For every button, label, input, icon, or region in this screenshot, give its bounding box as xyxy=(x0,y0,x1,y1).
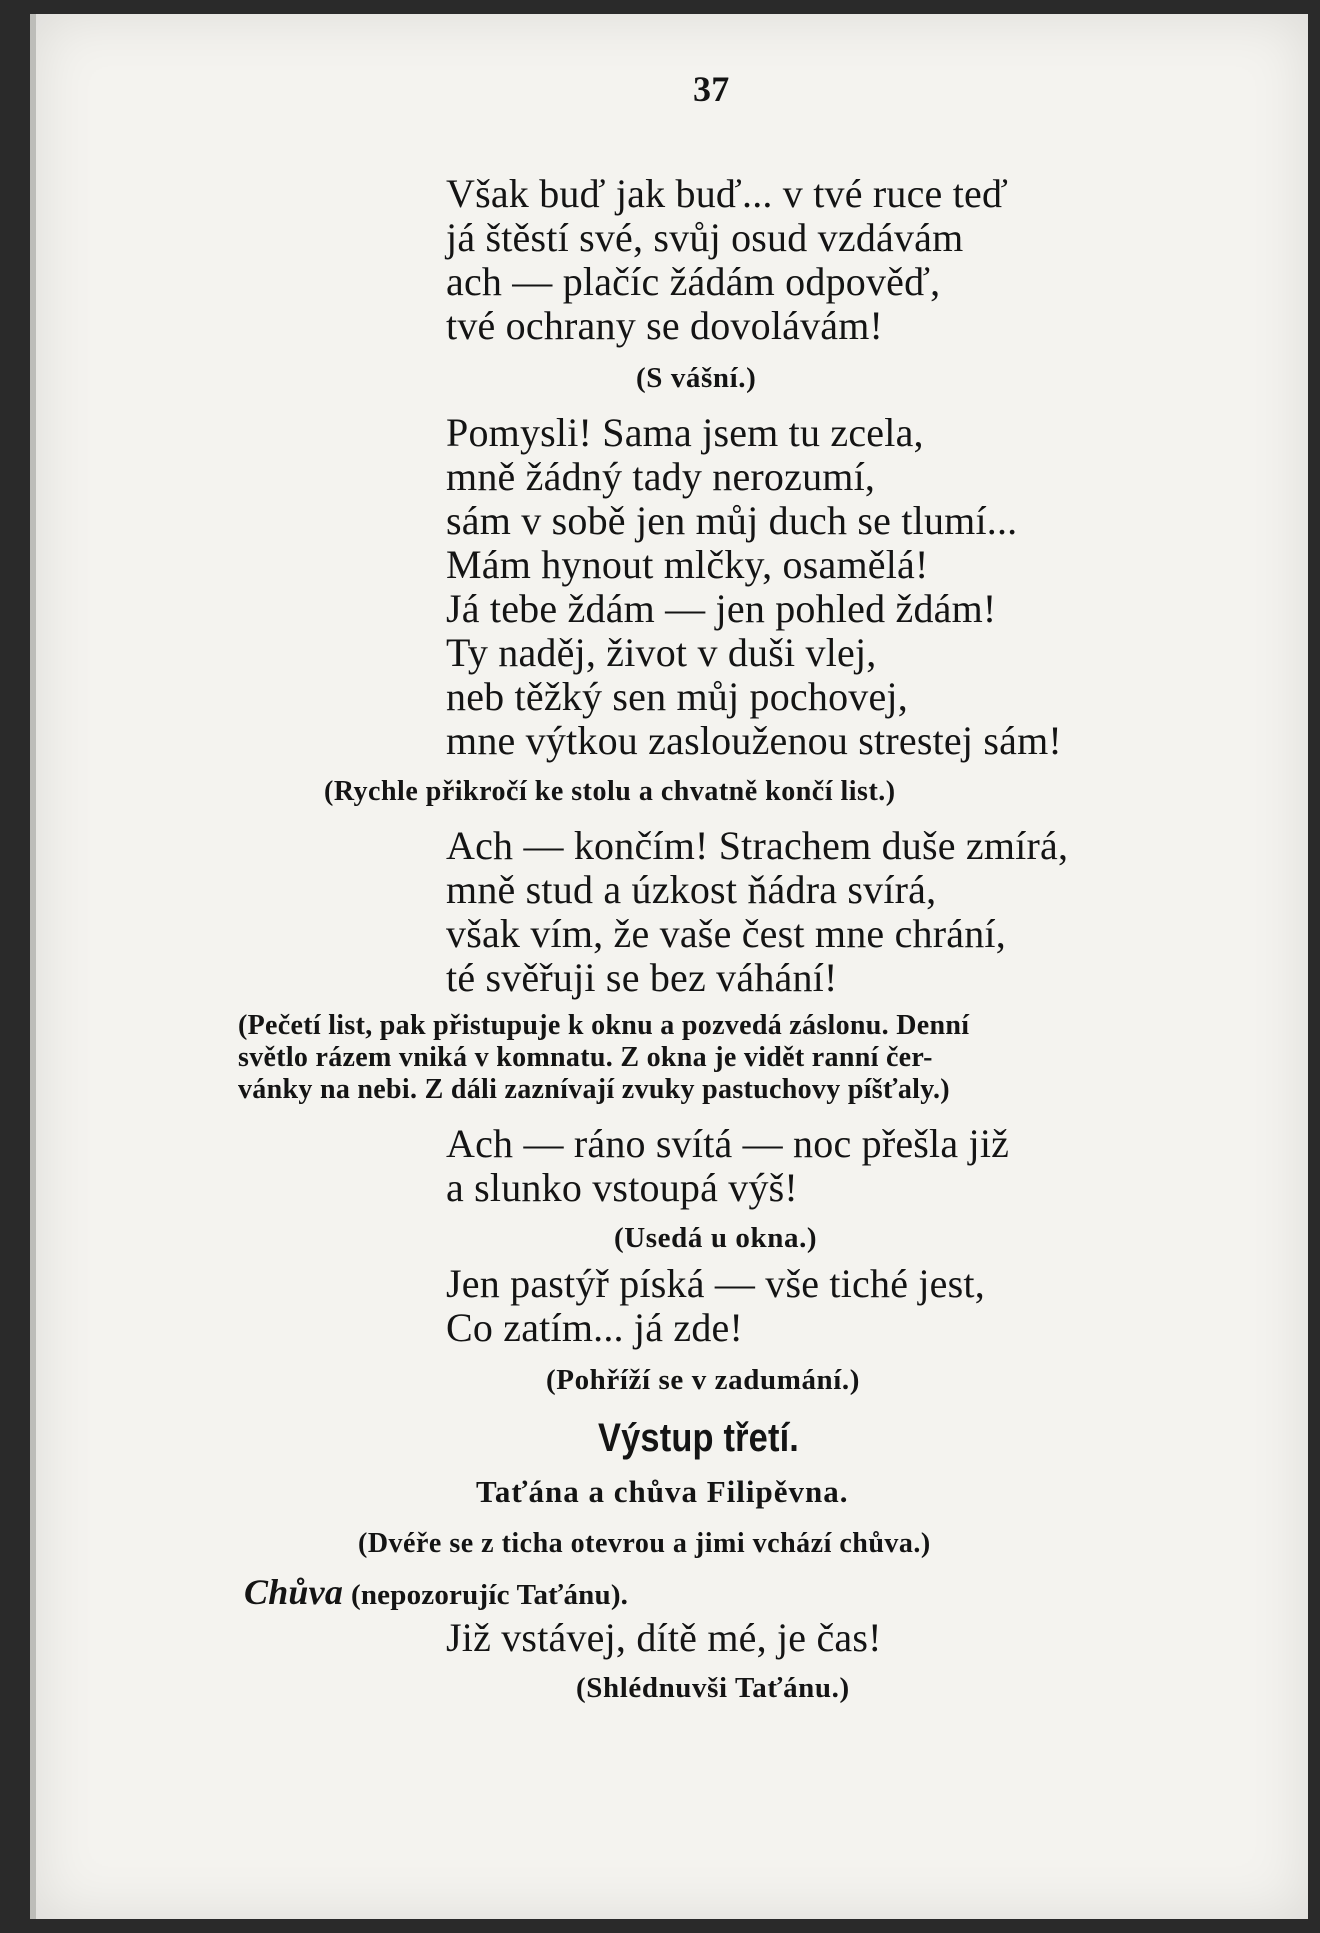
verse-line: neb těžký sen můj pochovej, xyxy=(446,674,908,719)
verse-line: Však buď jak buď... v tvé ruce teď xyxy=(446,171,1009,216)
verse-line: tvé ochrany se dovolávám! xyxy=(446,303,884,348)
verse-line: té svěřuji se bez váhání! xyxy=(446,955,838,1000)
scene-heading: Výstup třetí. xyxy=(598,1416,800,1460)
verse-line: ach — plačíc žádám odpověď, xyxy=(446,259,941,304)
verse-line: Ach — končím! Strachem duše zmírá, xyxy=(446,823,1069,868)
stage-direction-line: vánky na nebi. Z dáli zaznívají zvuky pastuchovy píšťaly.) xyxy=(238,1074,950,1105)
verse-line: Já tebe ždám — jen pohled ždám! xyxy=(446,586,997,631)
book-page xyxy=(30,14,1308,1919)
verse-line: Již vstávej, dítě mé, je čas! xyxy=(446,1615,882,1660)
stage-direction-paragraph xyxy=(238,1010,1196,1106)
verse-line: a slunko vstoupá výš! xyxy=(446,1165,798,1210)
verse-line: Mám hynout mlčky, osamělá! xyxy=(446,542,929,587)
verse-line: Co zatím... já zde! xyxy=(446,1305,744,1350)
verse-line: Ty naděj, život v duši vlej, xyxy=(446,630,877,675)
stage-direction: (S vášní.) xyxy=(636,362,757,394)
stage-direction-line: světlo rázem vniká v komnatu. Z okna je vidět ranní čer- xyxy=(238,1042,933,1073)
verse-line: mne výtkou zaslouženou strestej sám! xyxy=(446,718,1062,763)
verse-line: Pomysli! Sama jsem tu zcela, xyxy=(446,410,924,455)
page-number: 37 xyxy=(693,69,730,109)
stage-direction-line: (Pečetí list, pak přistupuje k oknu a pozvedá záslonu. Denní xyxy=(238,1010,970,1041)
scene-persons: Taťána a chůva Filipěvna. xyxy=(476,1474,849,1509)
verse-line: Jen pastýř píská — vše tiché jest, xyxy=(446,1261,985,1306)
verse-line: Ach — ráno svítá — noc přešla již xyxy=(446,1121,1010,1166)
stage-direction: (Pohříží se v zadumání.) xyxy=(546,1364,861,1396)
verse-line: mně žádný tady nerozumí, xyxy=(446,454,876,499)
speaker-direction: (nepozorujíc Taťánu). xyxy=(351,1579,629,1611)
verse-line: mně stud a úzkost ňádra svírá, xyxy=(446,867,937,912)
verse-line: sám v sobě jen můj duch se tlumí... xyxy=(446,498,1018,543)
verse-line: však vím, že vaše čest mne chrání, xyxy=(446,911,1006,956)
speaker-line xyxy=(244,1571,628,1613)
stage-direction: (Shlédnuvši Taťánu.) xyxy=(576,1672,850,1704)
verse-line: já štěstí své, svůj osud vzdávám xyxy=(446,215,964,260)
stage-direction: (Usedá u okna.) xyxy=(614,1222,818,1254)
stage-direction: (Rychle přikročí ke stolu a chvatně končí list.) xyxy=(324,776,896,807)
stage-direction: (Dvéře se z ticha otevrou a jimi vchází chůva.) xyxy=(358,1528,931,1559)
speaker-name: Chůva xyxy=(244,1572,344,1612)
